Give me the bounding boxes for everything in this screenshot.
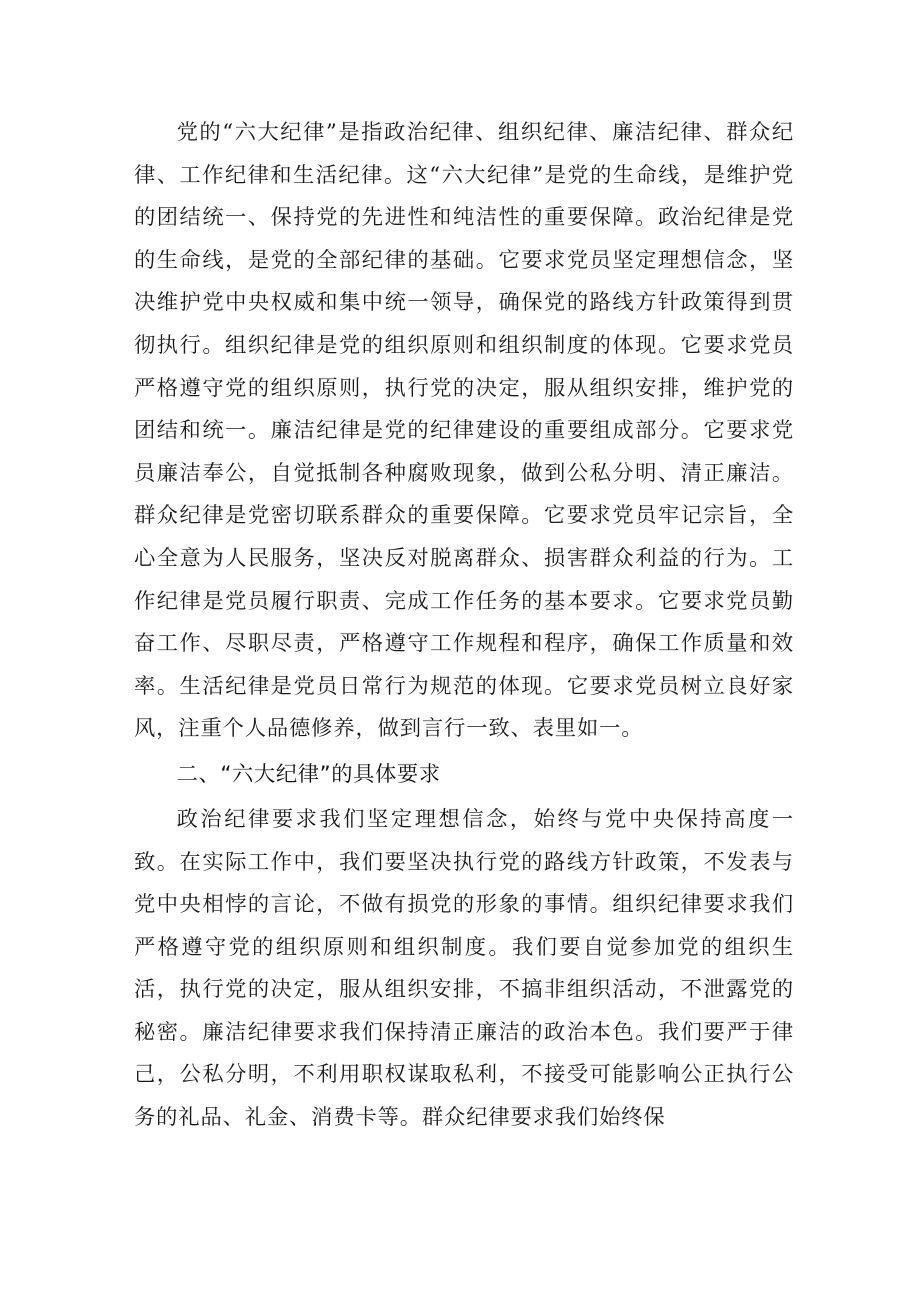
paragraph-specific-requirements: 政治纪律要求我们坚定理想信念，始终与党中央保持高度一致。在实际工作中，我们要坚决执行党的路线方针政策，不发表与党中央相悖的言论，不做有损党的形象的事情。组织纪律要求我们严格遵守党的组织原则和组织制度。我们要自觉参加党的组织生活，执行党的决定，服从组织安排，不搞非组织活动，不泄露党的秘密。廉洁纪律要求我们保持清正廉洁的政治本色。我们要严于律己，公私分明，不利用职权谋取私利，不接受可能影响公正执行公务的礼品、礼金、消费卡等。群众纪律要求我们始终保 bbox=[134, 806, 794, 1131]
paragraph-six-disciplines-overview: 党的“六大纪律”是指政治纪律、组织纪律、廉洁纪律、群众纪律、工作纪律和生活纪律。这“六大纪律”是党的生命线，是维护党的团结统一、保持党的先进性和纯洁性的重要保障。政治纪律是党的生命线，是党的全部纪律的基础。它要求党员坚定理想信念，坚决维护党中央权威和集中统一领导，确保党的路线方针政策得到贯彻执行。组织纪律是党的组织原则和组织制度的体现。它要求党员严格遵守党的组织原则，执行党的决定，服从组织安排，维护党的团结和统一。廉洁纪律是党的纪律建设的重要组成部分。它要求党员廉洁奉公，自觉抵制各种腐败现象，做到公私分明、清正廉洁。群众纪律是党密切联系群众的重要保障。它要求党员牢记宗旨，全心全意为人民服务，坚决反对脱离群众、损害群众利益的行为。工作纪律是党员履行职责、完成工作任务的基本要求。它要求党员勤奋工作、尽职尽责，严格遵守工作规程和程序，确保工作质量和效率。生活纪律是党员日常行为规范的体现。它要求党员树立良好家风，注重个人品德修养，做到言行一致、表里如一。 bbox=[134, 120, 794, 742]
section-heading-specific-requirements: 二、“六大纪律”的具体要求 bbox=[176, 761, 441, 787]
document-body bbox=[134, 112, 794, 1140]
